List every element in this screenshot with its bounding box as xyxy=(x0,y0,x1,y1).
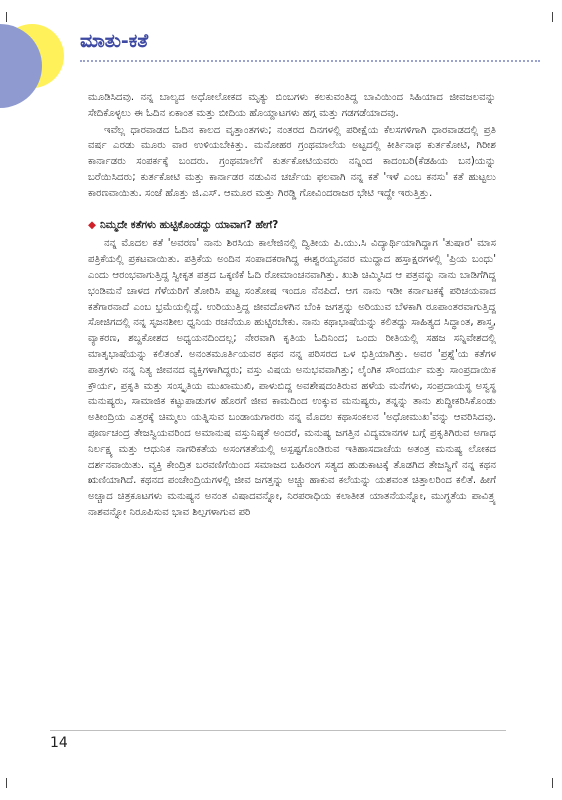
paragraph: ನನ್ನ ಮೊದಲ ಕತೆ 'ಅವರಣ' ನಾನು ಶಿರಸಿಯ ಕಾಲೇಜಿನಲ್ಲಿ ದ್ವಿತೀಯ ಪಿ.ಯು.ಸಿ ವಿದ್ಯಾರ್ಥಿಯಾಗಿದ್ದಾಗ 'ತುಷಾರ' ಮಾಸ ಪತ್ರಿಕೆಯಲ್ಲಿ ಪ್ರಕಟವಾಯಿತು. ಪತ್ರಿಕೆಯ ಅಂದಿನ ಸಂಪಾದಕರಾಗಿದ್ದ ಈಶ್ವರಯ್ಯನವರ ಮುದ್ದಾದ ಹಸ್ತಾಕ್ಷರಗಳಲ್ಲಿ 'ಪ್ರಿಯ ಬಂಧು' ಎಂದು ಆರಂಭವಾಗುತ್ತಿದ್ದ ಸ್ವೀಕೃತ ಪತ್ರದ ಒಕ್ಕಣಿಕೆ ಓದಿ ರೋಮಾಂಚನವಾಗಿತ್ತು. ಖುಶಿ ಚಿಮ್ಮಿಸಿದ ಆ ಪತ್ರವನ್ನು ನಾನು ಬಾಡಿಗೆಗಿದ್ದ ಭಂಡಿಮನೆ ಚಾಳದ ಗೆಳೆಯರಿಗೆ ತೋರಿಸಿ ಪಟ್ಟ ಸಂತೋಷ ಇಂದೂ ನೆನಪಿದೆ. ಆಗ ನಾನು ಇಡೀ ಕರ್ನಾಟಕಕ್ಕೆ ಪರಿಚಯವಾದ ಕತೆಗಾರನಾದೆ ಎಂಬ ಭ್ರಮೆಯಲ್ಲಿದ್ದೆ. ಉರಿಯುತ್ತಿದ್ದ ಜೀವದೊಳಗಿನ ಬೆಂಕಿ ಜಗತ್ತನ್ನು ಅರಿಯುವ ಬೆಳಕಾಗಿ ರೂಪಾಂತರವಾಗುತ್ತಿದ್ದ ಸೋಜಿಗದಲ್ಲಿ ನನ್ನ ಸೃಜನಶೀಲ ಧ್ವನಿಯ ರಚನೆಯೂ ಹುಟ್ಟಿರಬೇಕು. ನಾನು ಕಥಾಭಾಷೆಯನ್ನು ಕಲಿತದ್ದು ಸಾಹಿತ್ಯದ ಸಿದ್ಧಾಂತ, ಶಾಸ್ತ್ರ, ವ್ಯಾಕರಣ, ಶಬ್ದಕೋಶದ ಅಧ್ಯಯನದಿಂದಲ್ಲ; ನೇರವಾಗಿ ಕೃತಿಯ ಓದಿನಿಂದ; ಒಂದು ರೀತಿಯಲ್ಲಿ ಸಹಜ ಸನ್ನಿವೇಶದಲ್ಲಿ ಮಾತೃಭಾಷೆಯನ್ನು ಕಲಿತಂತೆ. ಅನಂತಮೂರ್ತಿಯವರ ಕಥನ ನನ್ನ ಪರಿಸರದ ಒಳ ಭಿತ್ತಿಯಾಗಿತ್ತು. ಅವರ 'ಪ್ರಶ್ನೆ'ಯ ಕತೆಗಳ ಪಾತ್ರಗಳು ನನ್ನ ನಿತ್ಯ ಜೀವನದ ವ್ಯಕ್ತಿಗಳಾಗಿದ್ದರು; ವಸ್ತು ವಿಷಯ ಅನುಭವವಾಗಿತ್ತು; ಲೈಂಗಿಕ ಸೌಂದರ್ಯ ಮತ್ತು ಸಾಂಪ್ರದಾಯಿಕ ಕ್ರೌರ್ಯ, ಪ್ರಕೃತಿ ಮತ್ತು ಸಂಸ್ಕೃತಿಯ ಮುಖಾಮುಖಿ, ಪಾಳುಬಿದ್ದ ಅವಶೇಷದಂತಿರುವ ಹಳೆಯ ಮನೆಗಳು, ಸಂಪ್ರದಾಯಸ್ಥ ಅಸ್ವಸ್ಥ ಮನುಷ್ಯರು, ಸಾಮಾಜಿಕ ಕಟ್ಟುಪಾಡುಗಳ ಹೊರಗೆ ಜೀವ ಕಾಮದಿಂದ ಉಕ್ಕುವ ಮನುಷ್ಯರು, ತನ್ನನ್ನು ತಾನು ಶುದ್ಧೀಕರಿಸಿಕೊಂಡು ಅತೀಂದ್ರಿಯ ಎತ್ತರಕ್ಕೆ ಚಿಮ್ಮಲು ಯತ್ನಿಸುವ ಬಂಡಾಯಗಾರರು ನನ್ನ ಮೊದಲ ಕಥಾಸಂಕಲನ 'ಅಧೋಮುಖ'ವನ್ನು ಆವರಿಸಿದವು. ಪೂರ್ಣಚಂದ್ರ ತೇಜಸ್ವಿಯವರಿಂದ ಅಮಾನುಷ ವಸ್ತುನಿಷ್ಠತೆ ಅಂದರೆ, ಮನುಷ್ಯ ಜಗತ್ತಿನ ವಿದ್ಯಮಾನಗಳ ಬಗ್ಗೆ ಪ್ರಕೃತಿಗಿರುವ ಅಗಾಧ ನಿರ್ಲಕ್ಷ್ಯ ಮತ್ತು ಆಧುನಿಕ ನಾಗರಿಕತೆಯ ಅಸಂಗತತೆಯಲ್ಲಿ ಅಸ್ಪಷ್ಟಗೊಂಡಿರುವ ಇತಿಹಾಸದಾಚೆಯ ಅತಂತ್ರ ಮನುಷ್ಯ ಲೋಕದ ದರ್ಶನವಾಯಿತು. ವ್ಯಕ್ತಿ ಕೇಂದ್ರಿತ ಬರವಣಿಗೆಯಿಂದ ಸಮಾಜದ ಬಹಿರಂಗ ಸತ್ಯದ ಹುಡುಕಾಟಕ್ಕೆ ತೊಡಗಿದ ತೇಜಸ್ವಿಗೆ ನನ್ನ ಕಥನ ಋಣಿಯಾಗಿದೆ. ಕಥನದ ಪಂಚೇಂದ್ರಿಯಗಳಲ್ಲಿ ಜೀವ ಜಗತ್ತನ್ನು ಅಚ್ಚು ಹಾಕುವ ಕಲೆಯನ್ನು ಯಶವಂತ ಚಿತ್ತಾಲರಿಂದ ಕಲಿತೆ. ಹೀಗೆ ಅಚ್ಚಾದ ಚಿತ್ರಕೂಟಗಳು ಮನುಷ್ಯನ ಅನಂತ ವಿಷಾದವನ್ನೋ, ನಿರಪರಾಧಿಯ ಕಲಾತೀತ ಯಾತನೆಯನ್ನೋ, ಮುಗ್ಧತೆಯ ಪಾವಿತ್ರ್ಯ ನಾಶವನ್ನೋ ನಿರೂಪಿಸುವ ಭಾವ ಶಿಲ್ಪಗಳಾಗುವ ಪರಿ xyxy=(88,238,496,518)
crop-mark xyxy=(552,778,553,788)
crop-mark xyxy=(6,778,7,788)
section-title: ಮಾತು-ಕತೆ xyxy=(80,30,149,52)
paragraph: ಮೂಡಿಸಿದವು. ನನ್ನ ಬಾಲ್ಯದ ಅಧೋಲೋಕದ ಮೃತ್ಯು ಬಿಂಬಗಳು ಕಲಕುವಂತಿದ್ದ ಬಾವಿಯಿಂದ ಸಿಹಿಯಾದ ಜೀವಜಲವನ್ನು ಸೇದಿಕೊಳ್ಳಲು ಈ ಓದಿನ ಏಕಾಂತ ಮತ್ತು ಬೀದಿಯ ಹೊಯ್ದಾಟಗಳು ಹಗ್ಗ ಮತ್ತು ಗಡಗಡೆಯಾದವು. xyxy=(88,92,496,119)
question-text: ನಿಮ್ಮದೇ ಕತೆಗಳು ಹುಟ್ಟಿಕೊಂಡದ್ದು ಯಾವಾಗ? ಹೇಗೆ? xyxy=(100,218,279,231)
footer-rule xyxy=(50,730,506,731)
crop-mark xyxy=(552,12,553,22)
diamond-bullet-icon: ◆ xyxy=(88,218,96,231)
article-body xyxy=(88,90,496,521)
paragraph: ಇವೆಲ್ಲ ಧಾರವಾಡದ ಓದಿನ ಕಾಲದ ವೃತ್ತಾಂತಗಳು; ನಂತರದ ದಿನಗಳಲ್ಲಿ ಪರೀಕ್ಷೆಯ ಕೆಲಸಗಳಿಗಾಗಿ ಧಾರವಾಡದಲ್ಲಿ ಪ್ರತಿ ವರ್ಷ ಎರಡು ಮೂರು ವಾರ ಉಳಿಯಬೇಕಿತ್ತು. ಮನೋಹರ ಗ್ರಂಥಮಾಲೆಯ ಅಟ್ಟದಲ್ಲಿ ಕೀರ್ತಿನಾಥ ಕುರ್ತಕೋಟಿ, ಗಿರೀಶ ಕಾರ್ನಾಡರು ಸಂಪರ್ಕಕ್ಕೆ ಬಂದರು. ಗ್ರಂಥಮಾಲೆಗೆ ಕುರ್ತಕೋಟಿಯವರು ನನ್ನಿಂದ ಕಾದಂಬರಿ(ಕೆಡಹಿಯ ಬನ)ಯನ್ನು ಬರೆಯಿಸಿದರು; ಕುರ್ತಕೋಟಿ ಮತ್ತು ಕಾರ್ನಾಡರ ನಡುವಿನ ಚರ್ಚೆಯ ಫಲವಾಗಿ ನನ್ನ ಕತೆ 'ಇಳೆ ಎಂಬ ಕನಸು' ಕತೆ ಹುಟ್ಟಲು ಕಾರಣವಾಯಿತು. ಸಂಜೆ ಹೊತ್ತು ಜಿ.ಎಸ್. ಆಮೂರ ಮತ್ತು ಗಿರಡ್ಡಿ ಗೋವಿಂದರಾಜರ ಭೇಟಿ ಇದ್ದೇ ಇರುತ್ತಿತ್ತು. xyxy=(88,124,496,199)
interview-question xyxy=(88,218,496,234)
header-dotted-rule xyxy=(80,60,540,62)
crop-mark xyxy=(6,12,7,22)
page-number: 14 xyxy=(50,735,68,751)
